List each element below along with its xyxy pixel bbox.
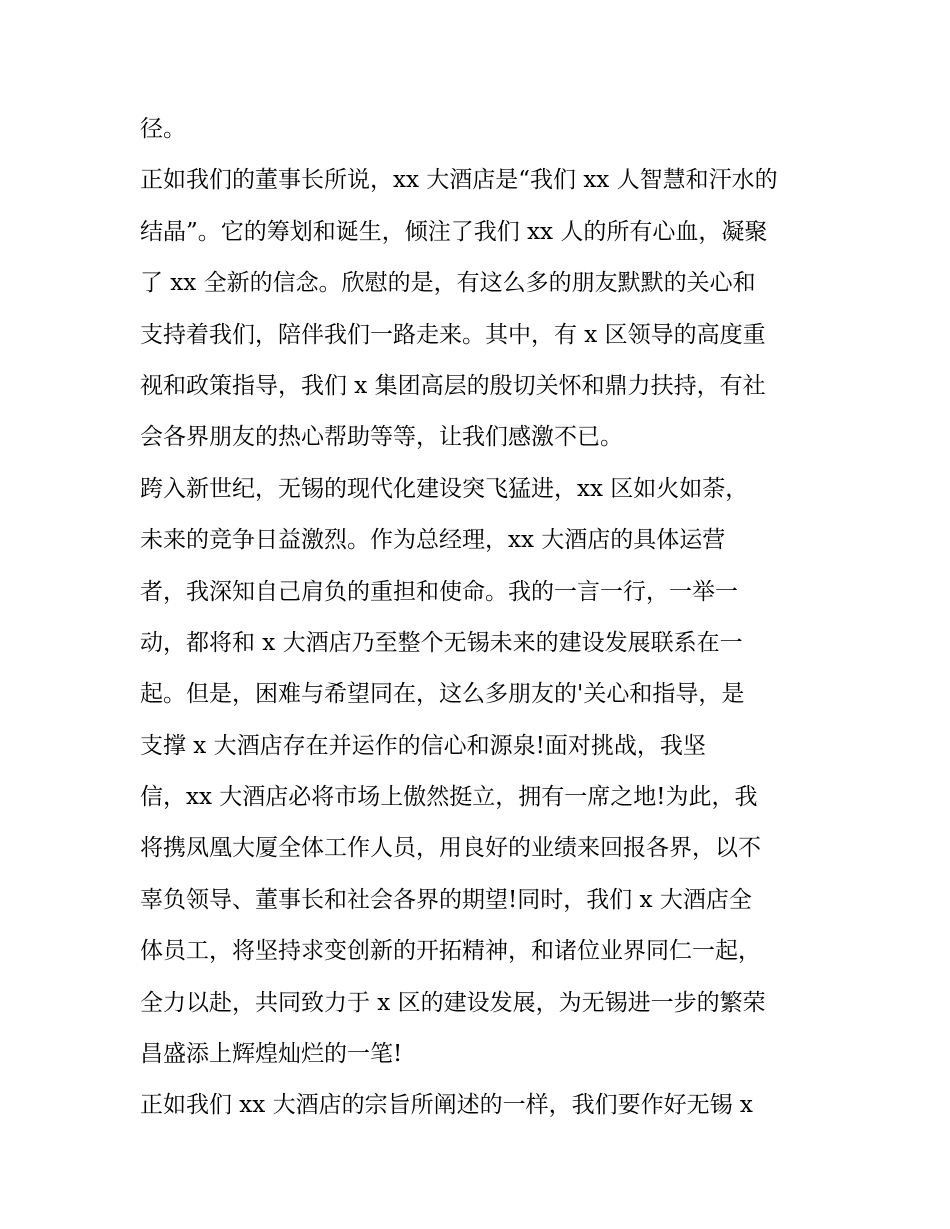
text-line: 昌盛添上辉煌灿烂的一笔! xyxy=(140,1041,403,1068)
text-line: 动，都将和 x 大酒店乃至整个无锡未来的建设发展联系在一 xyxy=(140,629,743,656)
text-line: 未来的竞争日益激烈。作为总经理，xx 大酒店的具体运营 xyxy=(140,527,726,554)
document-body xyxy=(140,104,820,1132)
text-line: 者，我深知自己肩负的重担和使命。我的一言一行，一举一 xyxy=(140,578,738,605)
text-line: 正如我们 xx 大酒店的宗旨所阐述的一样，我们要作好无锡 x xyxy=(140,1092,753,1119)
text-line: 了 xx 全新的信念。欣慰的是，有这么多的朋友默默的关心和 xyxy=(140,270,756,297)
text-line: 跨入新世纪，无锡的现代化建设突飞猛进，xx 区如火如荼， xyxy=(140,475,749,502)
text-line: 支撑 x 大酒店存在并运作的信心和源泉!面对挑战，我坚 xyxy=(140,732,706,759)
text-line: 正如我们的董事长所说，xx 大酒店是“我们 xx 人智慧和汗水的 xyxy=(140,167,778,194)
text-line: 全力以赴，共同致力于 x 区的建设发展，为无锡进一步的繁荣 xyxy=(140,989,766,1016)
text-line: 信，xx 大酒店必将市场上傲然挺立，拥有一席之地!为此，我 xyxy=(140,784,758,811)
text-line: 将携凤凰大厦全体工作人员，用良好的业绩来回报各界，以不 xyxy=(140,835,761,862)
text-line: 体员工，将坚持求变创新的开拓精神，和诸位业界同仁一起， xyxy=(140,938,761,965)
text-line: 支持着我们，陪伴我们一路走来。其中，有 x 区领导的高度重 xyxy=(140,321,766,348)
text-line: 辜负领导、董事长和社会各界的期望!同时，我们 x 大酒店全 xyxy=(140,886,752,913)
text-line: 视和政策指导，我们 x 集团高层的殷切关怀和鼎力扶持，有社 xyxy=(140,372,766,399)
text-line: 起。但是，困难与希望同在，这么多朋友的'关心和指导，是 xyxy=(140,681,745,708)
text-line: 结晶”。它的筹划和诞生，倾注了我们 xx 人的所有心血，凝聚 xyxy=(140,218,768,245)
text-line: 径。 xyxy=(140,116,186,142)
text-line: 会各界朋友的热心帮助等等，让我们感激不已。 xyxy=(140,424,623,451)
